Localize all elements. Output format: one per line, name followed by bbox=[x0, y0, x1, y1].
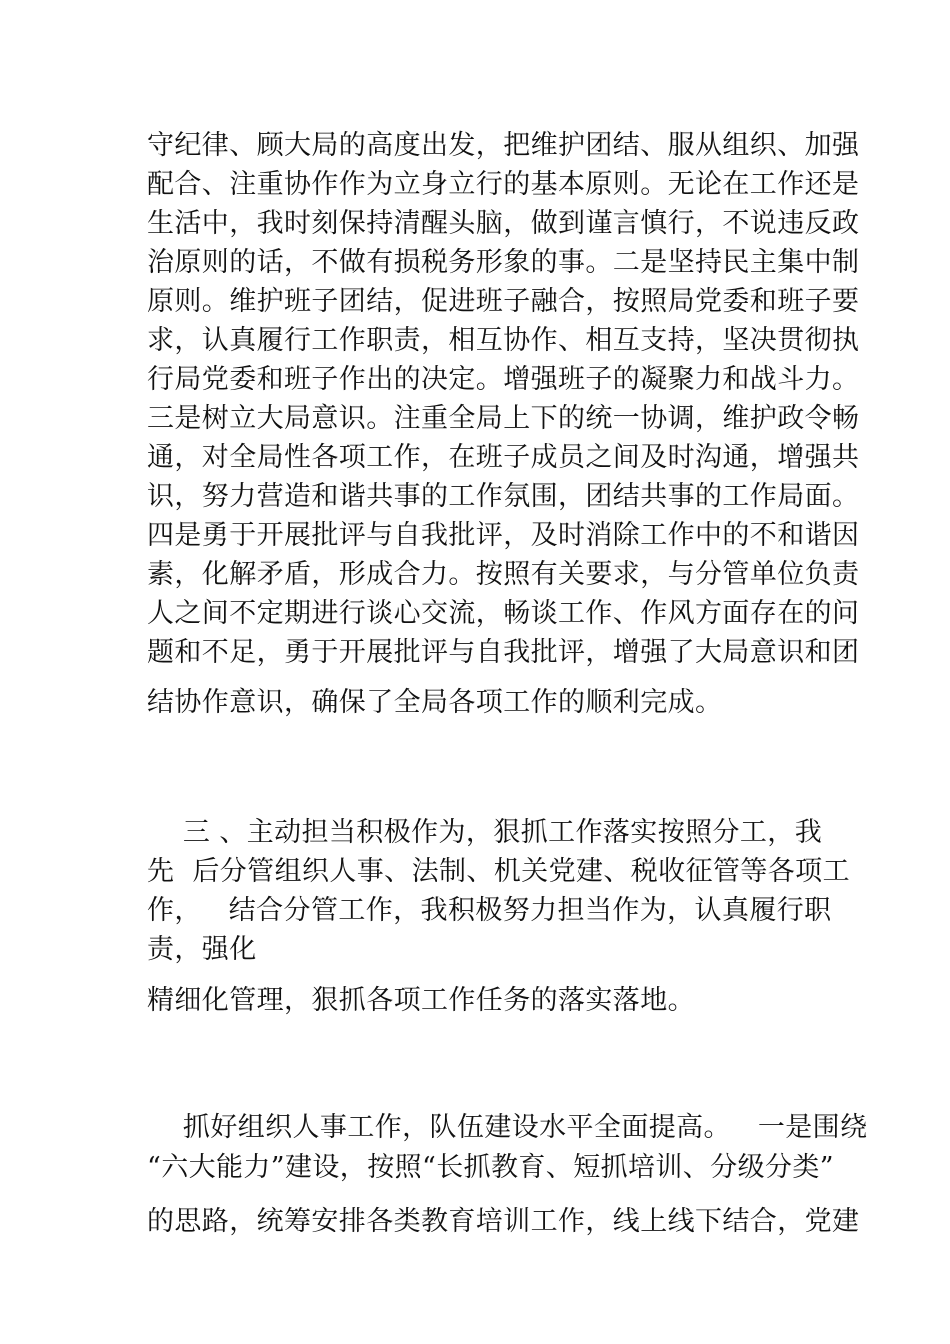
text-line: 题和不足，勇于开展批评与自我批评，增强了大局意识和团 bbox=[147, 637, 860, 668]
text-line: 作， 结合分管工作，我积极努力担当作为，认真履行职 bbox=[147, 895, 832, 926]
text-line: 配合、注重协作作为立身立行的基本原则。无论在工作还是 bbox=[147, 169, 860, 200]
text-line: 抓好组织人事工作，队伍建设水平全面提高。 一是围绕 bbox=[147, 1112, 868, 1143]
text-line: 通，对全局性各项工作，在班子成员之间及时沟通，增强共 bbox=[147, 442, 860, 473]
text-line: 识，努力营造和谐共事的工作氛围，团结共事的工作局面。 bbox=[147, 481, 860, 512]
text-line: 治原则的话，不做有损税务形象的事。二是坚持民主集中制 bbox=[147, 247, 860, 278]
text-line: 三是树立大局意识。注重全局上下的统一协调，维护政令畅 bbox=[147, 403, 860, 434]
text-line: 求，认真履行工作职责，相互协作、相互支持，坚决贯彻执 bbox=[147, 325, 860, 356]
text-line: 人之间不定期进行谈心交流，畅谈工作、作风方面存在的问 bbox=[147, 598, 860, 629]
text-line: 行局党委和班子作出的决定。增强班子的凝聚力和战斗力。 bbox=[147, 364, 860, 395]
text-line: 的思路，统筹安排各类教育培训工作，线上线下结合，党建 bbox=[147, 1206, 860, 1237]
text-line: 素，化解矛盾，形成合力。按照有关要求，与分管单位负责 bbox=[147, 559, 860, 590]
text-line: 精细化管理，狠抓各项工作任务的落实落地。 bbox=[147, 985, 695, 1016]
text-line: 结协作意识，确保了全局各项工作的顺利完成。 bbox=[147, 687, 723, 718]
text-line: 责，强化 bbox=[147, 934, 257, 965]
text-line: 先 后分管组织人事、法制、机关党建、税收征管等各项工 bbox=[147, 856, 850, 887]
text-line: “六大能力”建设，按照“长抓教育、短抓培训、分级分类” bbox=[147, 1152, 835, 1183]
section-heading-line: 三 、主动担当积极作为，狠抓工作落实按照分工，我 bbox=[147, 817, 823, 848]
text-line: 守纪律、顾大局的高度出发，把维护团结、服从组织、加强 bbox=[147, 130, 860, 161]
text-line: 原则。维护班子团结，促进班子融合，按照局党委和班子要 bbox=[147, 286, 860, 317]
text-line: 四是勇于开展批评与自我批评，及时消除工作中的不和谐因 bbox=[147, 520, 860, 551]
text-line: 生活中，我时刻保持清醒头脑，做到谨言慎行，不说违反政 bbox=[147, 208, 860, 239]
